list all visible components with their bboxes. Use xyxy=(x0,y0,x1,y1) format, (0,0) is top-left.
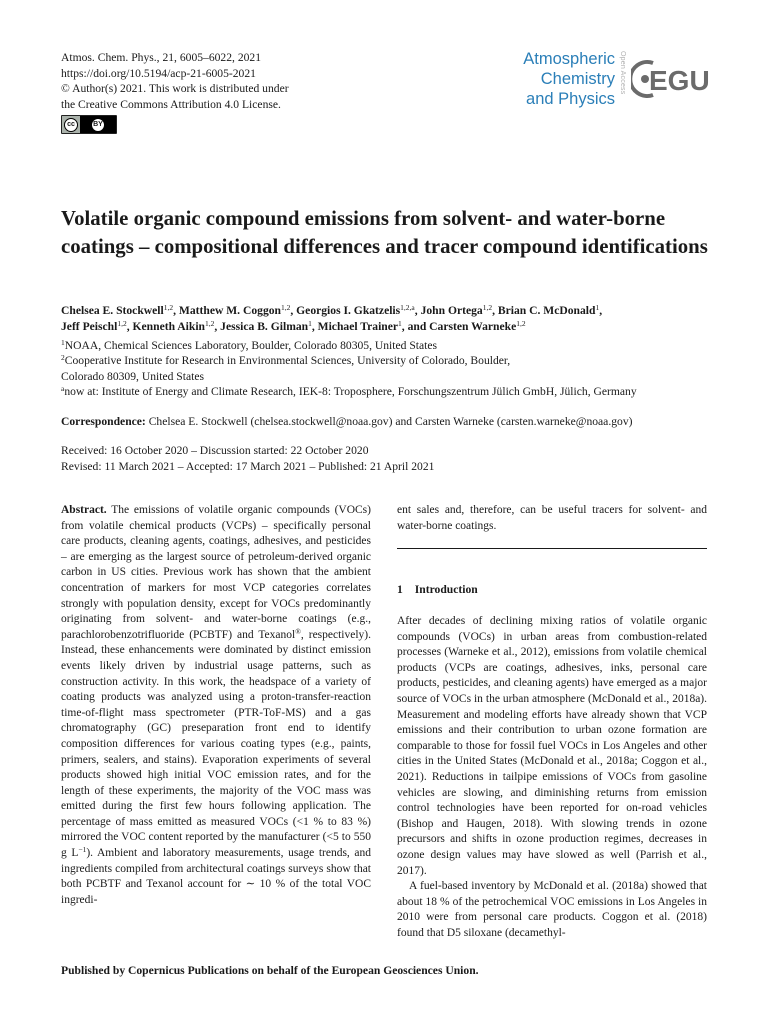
journal-name-line: Chemistry xyxy=(540,70,615,88)
section-number: 1 xyxy=(397,583,403,596)
author-separator: , xyxy=(173,304,179,317)
affiliations xyxy=(61,338,721,400)
affiliation-marker: 1 xyxy=(308,319,312,328)
paper-title: Volatile organic compound emissions from solvent- and water-borne coatings – compositional differences and tracer compound identifications xyxy=(61,207,708,258)
section-heading xyxy=(397,583,478,596)
open-access-label: Open Access xyxy=(619,51,626,95)
affiliation-line xyxy=(61,369,721,384)
author-separator: , and xyxy=(401,320,430,333)
author-name: Jessica B. Gilman xyxy=(220,320,309,333)
copyright-line: © Author(s) 2021. This work is distributed under xyxy=(61,82,289,96)
cc-by-license-icon[interactable] xyxy=(61,115,117,134)
license-line: the Creative Commons Attribution 4.0 License. xyxy=(61,97,281,111)
abstract-text: , respectively). Instead, these enhancements were dominated by distinct emission events likely driven by industrial usage patterns, such as construction activity. In this work, the headspace of a variety of coating products was analyzed using a proton-transfer-reaction time-of-flight mass spectrometer (PTR-ToF-MS) and a gas chromatography (GC) preseparation front end to identify composition differences for various coating types (e.g., paints, primers, sealers, and stains). Evaporation experiments of several products showed high initial VOC emission rates, and for the length of these experiments, the majority of the VOC mass was emitted during the first few hours following application. The percentage of mass emitted as measured VOCs (<1 % to 83 %) mirrored the VOC content reported by the manufacturer (<5 to 550 g L xyxy=(61,628,371,860)
correspondence-label: Correspondence: xyxy=(61,415,146,428)
unit-exponent: −1 xyxy=(78,845,87,855)
abstract-continuation: ent sales and, therefore, can be useful tracers for solvent- and water-borne coatings. xyxy=(397,504,707,532)
journal-logo[interactable] xyxy=(515,49,715,113)
section-title: Introduction xyxy=(414,583,478,596)
publication-dates xyxy=(61,443,721,474)
affiliation-marker: 1,2 xyxy=(516,319,526,328)
paragraph: A fuel-based inventory by McDonald et al. (2018a) showed that about 18 % of the petrochemical VOC emissions in Los Angeles in 2010 were from personal care products. Coggon et al. (2018) found that D5 siloxane (decamethyl- xyxy=(397,880,707,939)
section-divider xyxy=(397,548,707,549)
introduction-body xyxy=(397,614,707,941)
affiliation-marker: 1 xyxy=(595,303,600,312)
affiliation-mark: 2 xyxy=(61,353,65,363)
affiliation-marker: 1,2 xyxy=(163,303,174,312)
registered-mark: ® xyxy=(295,626,301,636)
journal-citation: Atmos. Chem. Phys., 21, 6005–6022, 2021 xyxy=(61,51,262,64)
journal-name-line: and Physics xyxy=(526,90,615,108)
author-separator: , xyxy=(311,320,318,333)
affiliation-marker: 1,2 xyxy=(117,319,127,328)
author-name: John Ortega xyxy=(420,304,483,317)
affiliation-line xyxy=(61,338,721,353)
abstract-text: The emissions of volatile organic compounds (VOCs) from volatile chemical products (VCPs) – specifically personal care products, cleaning agents, coatings, adhesives, and pesticides – are emerging as the largest source of petroleum-derived organic carbon in US cities. Previous work has shown that the ambient concentration of markers for most VCP categories correlates strongly with population density, except for VOCs predominantly originating from solvent- and water-borne coatings (e.g., parachlorobenzotrifluoride (PCBTF) and Texanol xyxy=(61,504,371,641)
abstract-label: Abstract. xyxy=(61,504,107,516)
affiliation-text: now at: Institute of Energy and Climate Research, IEK-8: Troposphere, Forschungszentrum Jülich GmbH, Jülich, Germany xyxy=(64,385,637,399)
author-separator: , xyxy=(214,320,221,333)
author-separator: , xyxy=(492,304,498,317)
date-line: Received: 16 October 2020 – Discussion started: 22 October 2020 xyxy=(61,444,369,457)
cc-icon: cc xyxy=(64,118,78,132)
author-list xyxy=(61,303,711,335)
author-name: Georgios I. Gkatzelis xyxy=(296,304,401,317)
publisher-footer: Published by Copernicus Publications on behalf of the European Geosciences Union. xyxy=(61,964,479,977)
affiliation-marker: 1,2 xyxy=(205,319,215,328)
author-name: Carsten Warneke xyxy=(429,320,517,333)
doi-link[interactable]: https://doi.org/10.5194/acp-21-6005-2021 xyxy=(61,66,256,80)
author-name: Chelsea E. Stockwell xyxy=(61,304,164,317)
author-name: Matthew M. Coggon xyxy=(178,304,281,317)
author-separator: , xyxy=(599,304,603,317)
affiliation-text: Colorado 80309, United States xyxy=(61,369,204,383)
by-badge xyxy=(80,116,116,133)
journal-name xyxy=(515,49,615,109)
author-name: Jeff Peischl xyxy=(61,320,118,333)
affiliation-marker: 1,2 xyxy=(482,303,493,312)
author-name: Kenneth Aikin xyxy=(132,320,205,333)
date-line: Revised: 11 March 2021 – Accepted: 17 March 2021 – Published: 21 April 2021 xyxy=(61,459,435,473)
affiliation-line xyxy=(61,384,721,399)
affiliation-marker: 1,2 xyxy=(280,303,291,312)
journal-name-line: Atmospheric xyxy=(523,50,615,68)
affiliation-marker: 1 xyxy=(398,319,402,328)
author-separator: , xyxy=(126,320,133,333)
author-name: Brian C. McDonald xyxy=(497,304,596,317)
author-separator: , xyxy=(414,304,421,317)
correspondence xyxy=(61,414,721,429)
affiliation-mark: a xyxy=(61,384,65,394)
affiliation-text: Cooperative Institute for Research in Environmental Sciences, University of Colorado, Boulder, xyxy=(64,354,511,368)
abstract xyxy=(61,503,371,908)
affiliation-mark: 1 xyxy=(61,338,65,347)
egu-logo-text: EGU xyxy=(649,65,710,96)
citation-block xyxy=(61,50,289,112)
affiliation-text: NOAA, Chemical Sciences Laboratory, Boulder, Colorado 80305, United States xyxy=(64,339,438,352)
paragraph: After decades of declining mixing ratios of volatile organic compounds (VOCs) in urban areas from combustion-related processes (Warneke et al., 2012), emissions from volatile chemical products (VCPs are coatings, adhesives, inks, personal care products, pesticides, and cleaning agents) have emerged as a major source of VOCs in the urban atmosphere (McDonald et al., 2018a). Measurement and modeling efforts have already shown that VCP emissions and their contribution to urban ozone formation are comparable to those for fossil fuel VOCs in Los Angeles and other cities in the United States (McDonald et al., 2018a; Coggon et al., 2021). Reductions in tailpipe emissions of VOCs from gasoline vehicles are slowing, and diminishing returns from emission control technologies have been reported for on-road vehicles (Bishop and Haugen, 2018). With slowing trends in ozone precursors and shifts in ozone production regimes, decreases in ozone design values may have slowed as well (Parrish et al., 2017). xyxy=(397,615,707,877)
abstract-text: ). Ambient and laboratory measurements, usage trends, and ingredients compiled from architectural coatings surveys show that both PCBTF and Texanol account for ∼ 10 % of the total VOC ingredi- xyxy=(61,847,371,906)
affiliation-marker: 1,2,a xyxy=(400,303,415,312)
egu-logo-icon xyxy=(631,57,711,101)
correspondence-text: Chelsea E. Stockwell (chelsea.stockwell@noaa.gov) and Carsten Warneke (carsten.warneke@noaa.gov) xyxy=(148,415,633,428)
attribution-icon: BY xyxy=(92,119,104,131)
affiliation-line xyxy=(61,353,721,368)
author-name: Michael Trainer xyxy=(317,320,399,333)
author-separator: , xyxy=(290,304,297,317)
